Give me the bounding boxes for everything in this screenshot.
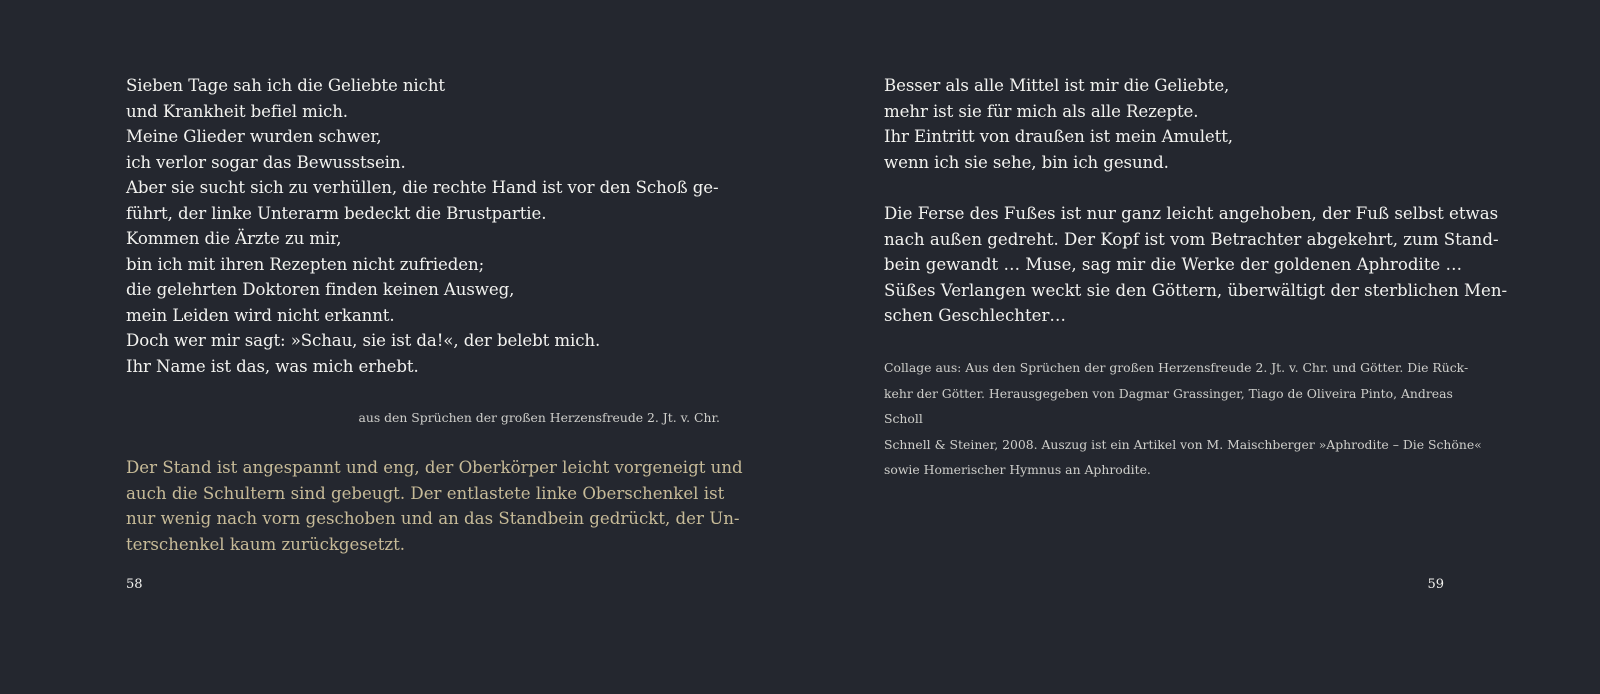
commentary-line: Süßes Verlangen weckt sie den Göttern, überwältigt der sterblichen Men- [884,280,1508,300]
credit-line: Scholl [884,411,923,426]
poem-line: mehr ist sie für mich als alle Rezepte. [884,101,1199,121]
commentary-line: nur wenig nach vorn geschoben und an das Standbein gedrückt, der Un- [126,509,740,528]
poem-line: Ihr Name ist das, was mich erhebt. [126,356,419,376]
right-poem [884,73,1484,175]
poem-line: und Krankheit befiel mich. [126,101,348,121]
poem-line: Doch wer mir sagt: »Schau, sie ist da!«, der belebt mich. [126,331,601,350]
poem-line: Sieben Tage sah ich die Geliebte nicht [126,76,445,95]
credit-line: Schnell & Steiner, 2008. Auszug ist ein Artikel von M. Maischberger »Aphrodite – Die Schöne« [884,436,1482,452]
commentary-line: nach außen gedreht. Der Kopf ist vom Betrachter abgekehrt, zum Stand- [884,229,1499,249]
page-number-left: 58 [126,577,143,592]
commentary-line: schen Geschlechter… [884,306,1066,325]
poem-line: die gelehrten Doktoren finden keinen Ausweg, [126,280,515,299]
poem-line: Aber sie sucht sich zu verhüllen, die rechte Hand ist vor den Schoß ge- [126,178,719,197]
credit-line: kehr der Götter. Herausgegeben von Dagmar Grassinger, Tiago de Oliveira Pinto, Andreas [884,385,1453,401]
poem-line: wenn ich sie sehe, bin ich gesund. [884,152,1169,172]
page-number-right: 59 [1427,577,1444,592]
poem-line: Meine Glieder wurden schwer, [126,127,382,146]
credit-line: sowie Homerischer Hymnus an Aphrodite. [884,462,1151,477]
credit-line: Collage aus: Aus den Sprüchen der großen Herzensfreude 2. Jt. v. Chr. und Götter. Die Rück- [884,360,1469,375]
poem-line: Kommen die Ärzte zu mir, [126,229,342,248]
poem-line: Besser als alle Mittel ist mir die Geliebte, [884,76,1230,95]
left-poem [126,73,726,379]
commentary-line: Die Ferse des Fußes ist nur ganz leicht angehoben, der Fuß selbst etwas [884,204,1499,223]
poem-line: Ihr Eintritt von draußen ist mein Amulett, [884,127,1233,146]
poem-line: führt, der linke Unterarm bedeckt die Brustpartie. [126,203,547,223]
commentary-line: terschenkel kaum zurückgesetzt. [126,534,406,554]
left-commentary [126,455,743,557]
poem-line: mein Leiden wird nicht erkannt. [126,305,395,325]
source-note: aus den Sprüchen der großen Herzensfreude 2. Jt. v. Chr. [358,410,720,425]
right-commentary [884,201,1508,329]
poem-line: ich verlor sogar das Bewusstsein. [126,152,406,172]
poem-line: bin ich mit ihren Rezepten nicht zufrieden; [126,254,485,274]
commentary-line: Der Stand ist angespannt und eng, der Oberkörper leicht vorgeneigt und [126,458,743,477]
credits [884,355,1484,483]
commentary-line: bein gewandt … Muse, sag mir die Werke der goldenen Aphrodite … [884,255,1463,274]
commentary-line: auch die Schultern sind gebeugt. Der entlastete linke Oberschenkel ist [126,483,725,503]
